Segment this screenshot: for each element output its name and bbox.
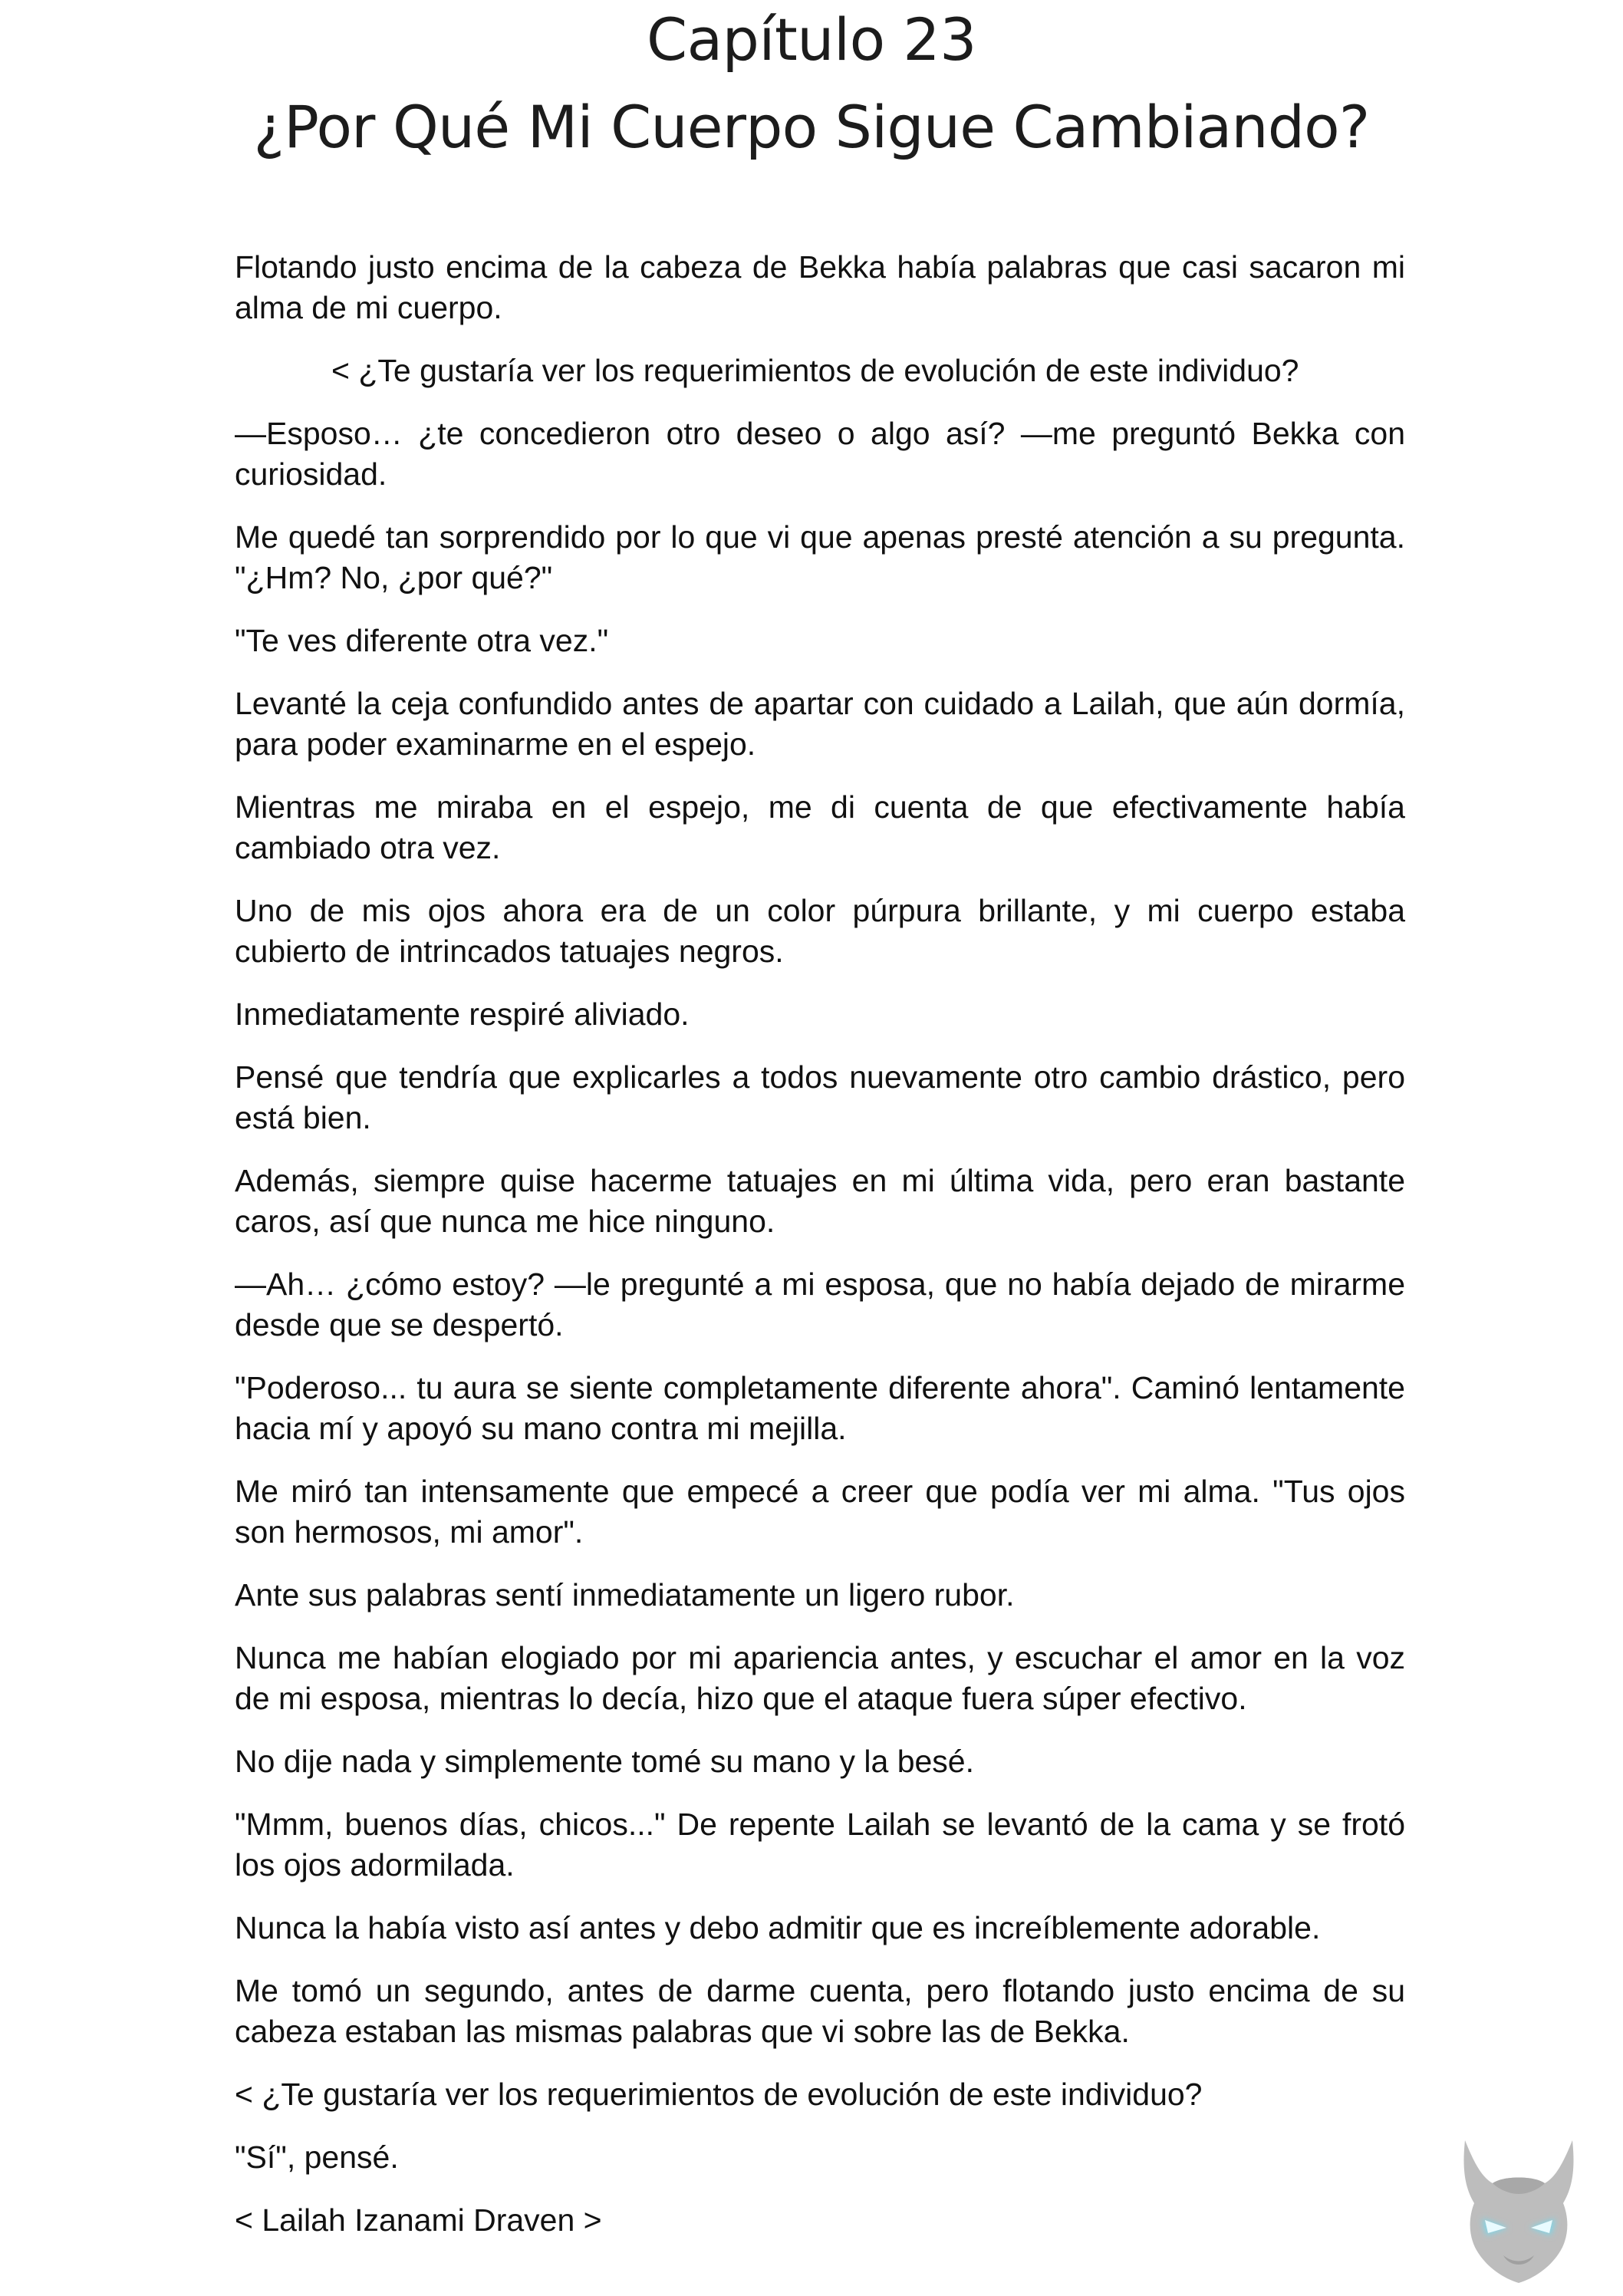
paragraph: Flotando justo encima de la cabeza de Bekka había palabras que casi sacaron mi alma de mi cuerpo.	[235, 249, 1405, 325]
chapter-title: ¿Por Qué Mi Cuerpo Sigue Cambiando?	[253, 93, 1370, 161]
paragraph: "Mmm, buenos días, chicos..." De repente Lailah se levantó de la cama y se frotó los ojos adormilada.	[235, 1807, 1405, 1883]
system-name-paragraph: < Lailah Izanami Draven >	[235, 2202, 602, 2238]
paragraph: Ante sus palabras sentí inmediatamente un ligero rubor.	[235, 1577, 1015, 1612]
system-prompt-paragraph: < ¿Te gustaría ver los requerimientos de evolución de este individuo?	[331, 353, 1299, 388]
paragraph: Me miró tan intensamente que empecé a creer que podía ver mi alma. "Tus ojos son hermosos, mi amor".	[235, 1474, 1405, 1550]
paragraph: —Ah… ¿cómo estoy? —le pregunté a mi esposa, que no había dejado de mirarme desde que se despertó.	[235, 1267, 1405, 1342]
system-prompt-paragraph: < ¿Te gustaría ver los requerimientos de evolución de este individuo?	[235, 2077, 1203, 2112]
paragraph: Nunca me habían elogiado por mi apariencia antes, y escuchar el amor en la voz de mi esposa, mientras lo decía, hizo que el ataque fuera súper efectivo.	[235, 1640, 1405, 1716]
paragraph: Uno de mis ojos ahora era de un color púrpura brillante, y mi cuerpo estaba cubierto de intrincados tatuajes negros.	[235, 893, 1405, 969]
paragraph: Me quedé tan sorprendido por lo que vi que apenas presté atención a su pregunta. "¿Hm? No, ¿por qué?"	[235, 519, 1405, 595]
paragraph: Me tomó un segundo, antes de darme cuenta, pero flotando justo encima de su cabeza estaban las mismas palabras que vi sobre las de Bekka.	[235, 1973, 1405, 2049]
paragraph: "Te ves diferente otra vez."	[235, 623, 609, 658]
paragraph: Inmediatamente respiré aliviado.	[235, 996, 690, 1032]
chapter-body	[235, 247, 1405, 2263]
paragraph: Nunca la había visto así antes y debo admitir que es increíblemente adorable.	[235, 1910, 1321, 1945]
paragraph: "Poderoso... tu aura se siente completamente diferente ahora". Caminó lentamente hacia mí y apoyó su mano contra mi mejilla.	[235, 1370, 1405, 1446]
paragraph: —Esposo… ¿te concedieron otro deseo o algo así? —me preguntó Bekka con curiosidad.	[235, 416, 1405, 492]
paragraph: Pensé que tendría que explicarles a todos nuevamente otro cambio drástico, pero está bien.	[235, 1059, 1405, 1135]
paragraph: Mientras me miraba en el espejo, me di cuenta de que efectivamente había cambiado otra vez.	[235, 789, 1405, 865]
demon-head-icon	[1442, 2133, 1595, 2286]
paragraph: Además, siempre quise hacerme tatuajes en mi última vida, pero eran bastante caros, así que nunca me hice ninguno.	[235, 1163, 1405, 1239]
chapter-number: Capítulo 23	[647, 5, 976, 74]
paragraph: No dije nada y simplemente tomé su mano y la besé.	[235, 1744, 975, 1779]
paragraph: "Sí", pensé.	[235, 2140, 399, 2175]
paragraph: Levanté la ceja confundido antes de apartar con cuidado a Lailah, que aún dormía, para poder examinarme en el espejo.	[235, 686, 1405, 762]
